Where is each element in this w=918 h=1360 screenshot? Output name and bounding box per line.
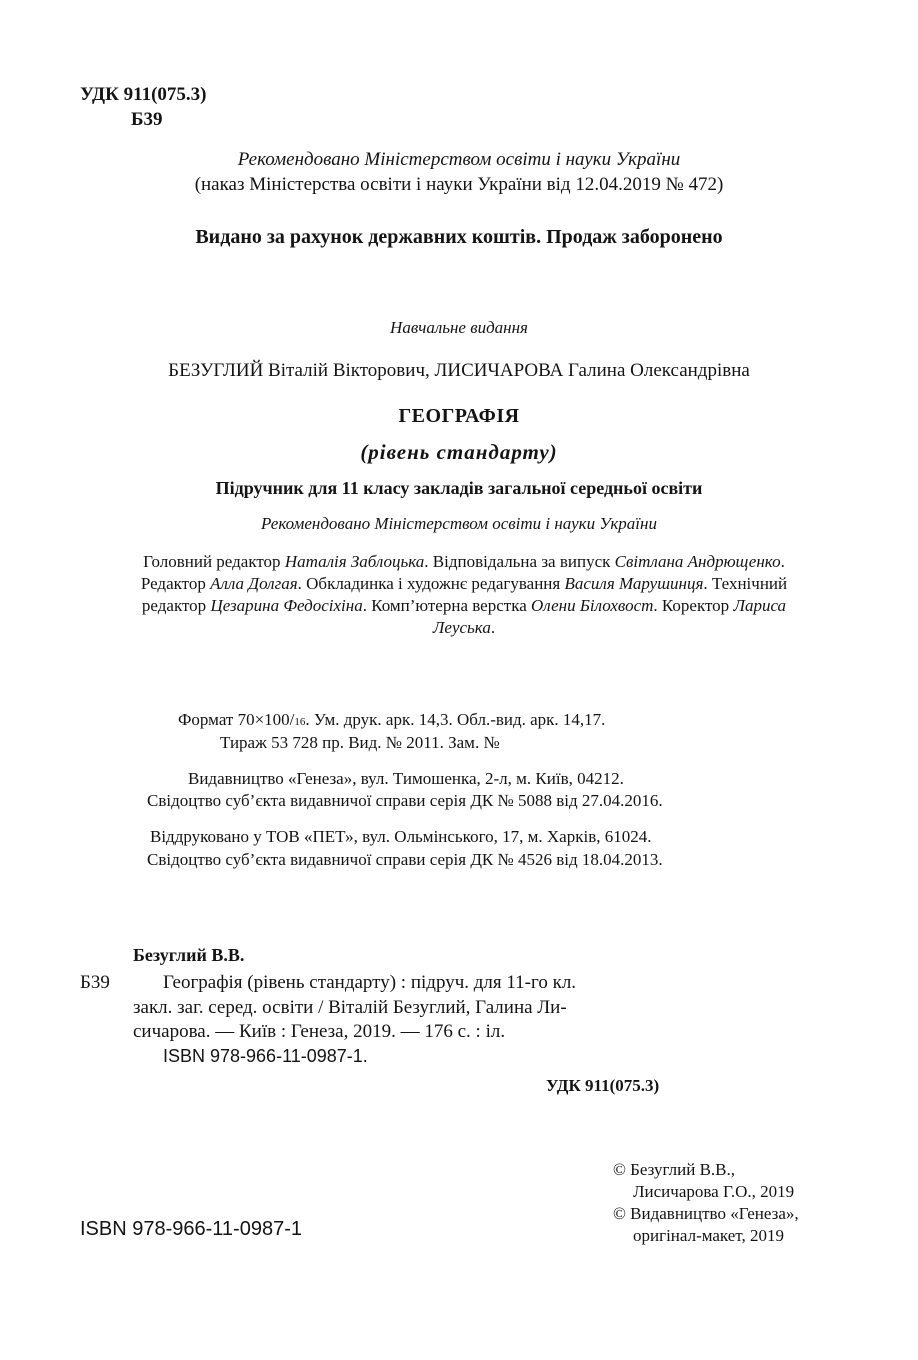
recommendation-line-1: Рекомендовано Міністерством освіти і науки України: [237, 149, 681, 170]
catalog-isbn: ISBN 978-966-11-0987-1.: [163, 1046, 368, 1066]
funding-notice: Видано за рахунок державних коштів. Продаж заборонено: [195, 226, 723, 248]
book-title: ГЕОГРАФІЯ: [398, 405, 520, 427]
catalog-line-1: Географія (рівень стандарту) : підруч. для 11-го кл.: [163, 972, 577, 993]
catalog-author: Безуглий В.В.: [133, 945, 245, 965]
udk-top: УДК 911(075.3): [80, 84, 207, 105]
catalog-udk: УДК 911(075.3): [546, 1076, 660, 1095]
textbook-for: Підручник для 11 класу закладів загальної середньої освіти: [215, 478, 703, 498]
recommended-2: Рекомендовано Міністерством освіти і науки України: [261, 514, 657, 533]
format-line-2: Тираж 53 728 пр. Вид. № 2011. Зам. №: [220, 733, 500, 752]
recommendation-line-2: (наказ Міністерства освіти і науки України від 12.04.2019 № 472): [194, 174, 724, 195]
copyright-line-1: © Безуглий В.В.,: [613, 1160, 736, 1179]
isbn-bottom: ISBN 978-966-11-0987-1: [80, 1218, 302, 1240]
format-line-1: Формат 70×100/16. Ум. друк. арк. 14,3. Обл.-вид. арк. 14,17.: [178, 710, 606, 729]
copyright-line-4: оригінал-макет, 2019: [633, 1226, 784, 1245]
copyright-line-2: Лисичарова Г.О., 2019: [633, 1182, 795, 1201]
catalog-line-3: сичарова. — Київ : Генеза, 2019. — 176 с. : іл.: [133, 1021, 506, 1042]
edition-type: Навчальне видання: [390, 318, 528, 337]
editorial-credits: Головний редактор Наталія Заблоцька. Відповідальна за випуск Світлана Андрющенко. Редактор Алла Долгая. Обкладинка і художнє редагування Василя Марушинця. Технічний редактор Цезарина Федосіхіна. Комп’ютерна верстка Олени Білохвост. Коректор Лариса Леуська.: [140, 552, 788, 637]
publisher-line-2: Свідоцтво суб’єкта видавничої справи серія ДК № 5088 від 27.04.2016.: [147, 791, 663, 810]
publisher-line-1: Видавництво «Генеза», вул. Тимошенка, 2-л, м. Київ, 04212.: [188, 769, 624, 788]
catalog-code: Б39: [80, 972, 110, 993]
printer-line-1: Віддруковано у ТОВ «ПЕТ», вул. Ольмінського, 17, м. Харків, 61024.: [150, 827, 652, 846]
printer-line-2: Свідоцтво суб’єкта видавничої справи серія ДК № 4526 від 18.04.2013.: [147, 850, 663, 869]
book-subtitle: (рівень стандарту): [360, 440, 558, 464]
authors: БЕЗУГЛИЙ Віталій Вікторович, ЛИСИЧАРОВА Галина Олександрівна: [168, 360, 750, 381]
copyright-line-3: © Видавництво «Генеза»,: [613, 1204, 799, 1223]
code-top: Б39: [131, 109, 163, 130]
catalog-line-2: закл. заг. серед. освіти / Віталій Безуглий, Галина Ли-: [133, 997, 567, 1018]
